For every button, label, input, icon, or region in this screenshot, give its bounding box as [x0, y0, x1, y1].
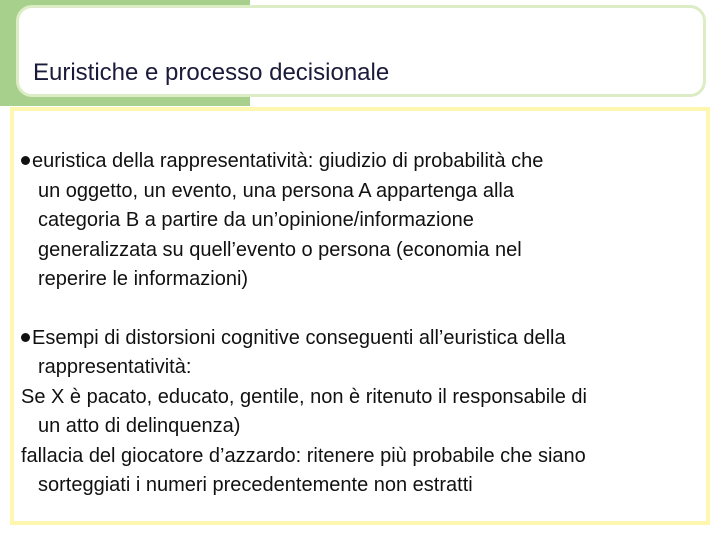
bullet-item-representativeness: [21, 147, 701, 295]
bullet-line: [21, 324, 701, 354]
slide-title: Euristiche e processo decisionale: [33, 59, 390, 86]
bullet-item-examples: [21, 324, 701, 501]
content-box: [10, 107, 710, 525]
body-line: un oggetto, un evento, una persona A appartenga alla: [38, 179, 514, 202]
examples-text: Esempi di distorsioni cognitive conseguenti all’euristica della: [32, 326, 566, 349]
body-line: rappresentatività:: [38, 356, 192, 378]
example-line: Se X è pacato, educato, gentile, non è ritenuto il responsabile di: [21, 385, 587, 408]
slide-body: [21, 147, 701, 501]
bullet-dot-icon: [21, 156, 30, 165]
body-line: generalizzata su quell’evento o persona (economia nel: [38, 238, 522, 261]
term-representativeness: euristica della rappresentatività: [32, 150, 308, 172]
bullet-dot-icon: [21, 333, 30, 342]
body-line: categoria B a partire da un’opinione/informazione: [38, 209, 474, 231]
title-box: [16, 5, 706, 97]
body-line: reperire le informazioni): [38, 268, 249, 290]
definition-text: : giudizio di probabilità che: [307, 150, 544, 172]
body-line: un atto di delinquenza): [38, 415, 241, 437]
example-line: fallacia del giocatore d’azzardo: ritenere più probabile che siano: [21, 444, 586, 467]
bullet-line: [21, 147, 701, 177]
body-line: sorteggiati i numeri precedentemente non estratti: [38, 474, 473, 496]
